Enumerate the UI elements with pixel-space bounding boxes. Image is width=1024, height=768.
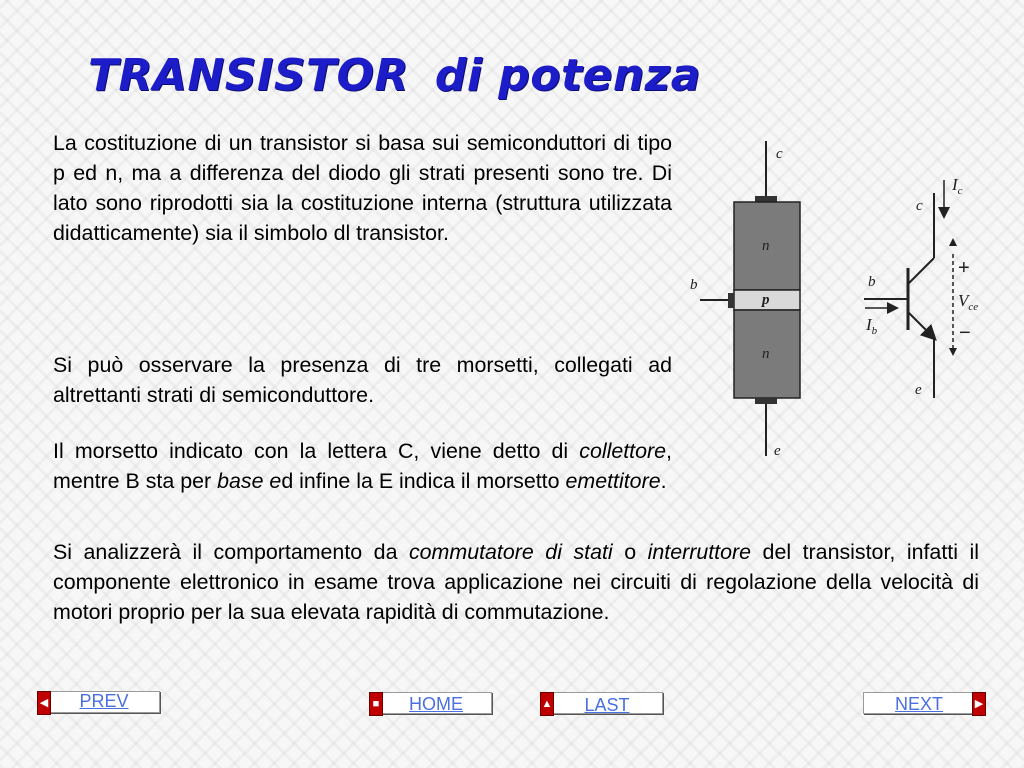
next-arrow-icon: ▶ xyxy=(972,692,986,716)
paragraph-structure: La costituzione di un transistor si basa sui semiconduttori di tipo p ed n, ma a differenza del diodo gli strati presenti sono tre. Di lato sono riprodotti sia la costituzione interna (struttura utilizzata didatticamente) sia il simbolo dl transistor. xyxy=(53,131,672,245)
term-interruttore: interruttore xyxy=(647,540,752,564)
slide-title xyxy=(88,46,701,106)
prev-button[interactable] xyxy=(39,691,160,713)
prev-label: PREV xyxy=(79,691,129,711)
transistor-structure xyxy=(690,141,800,459)
symbol-e-label: e xyxy=(915,382,922,398)
home-label: HOME xyxy=(409,694,463,714)
paragraph-switching: Si analizzerà il comportamento da commutatore di stati o interruttore del transistor, infatti il componente elettronico in esame trova applicazione nei circuiti di regolazione della velocità di motori proprio per la sua elevata rapidità di commutazione. xyxy=(53,540,979,624)
symbol-c-label: c xyxy=(916,198,923,214)
next-label: NEXT xyxy=(894,694,943,714)
term-base: base e xyxy=(217,469,282,493)
home-button[interactable] xyxy=(372,692,492,714)
transistor-diagram xyxy=(682,136,1002,466)
vce-plus: + xyxy=(958,257,970,279)
title-main: TRANSISTOR xyxy=(88,50,409,101)
paragraph-terminal-names: Il morsetto indicato con la lettera C, viene detto di collettore, mentre B sta per base ed infine la E indica il morsetto emettitore. xyxy=(53,439,672,493)
layer-p-label: p xyxy=(762,292,770,308)
prev-arrow-icon: ◀ xyxy=(37,691,51,715)
title-rest: di potenza xyxy=(434,50,701,101)
home-square-icon: ■ xyxy=(369,692,383,716)
term-collettore: collettore xyxy=(579,439,667,463)
term-commutatore: commutatore di stati xyxy=(408,540,613,564)
last-up-arrow-icon: ▲ xyxy=(540,692,554,716)
ib-label: $I_b$ xyxy=(866,315,878,337)
vce-minus: − xyxy=(959,322,971,344)
structure-e-label: e xyxy=(774,443,781,459)
structure-c-label: c xyxy=(776,146,783,162)
paragraph-terminals: Si può osservare la presenza di tre morsetti, collegati ad altrettanti strati di semiconduttore. xyxy=(53,353,672,407)
structure-b-label: b xyxy=(690,277,698,293)
vce-label: $V_{ce}$ xyxy=(958,291,979,313)
next-button[interactable] xyxy=(863,692,984,714)
transistor-symbol xyxy=(864,175,978,398)
term-emettitore: emettitore xyxy=(565,469,661,493)
layer-n-top-label: n xyxy=(762,238,770,254)
symbol-b-label: b xyxy=(868,274,876,290)
last-label: LAST xyxy=(584,695,630,715)
last-button[interactable] xyxy=(541,692,663,715)
ic-label: $I_c$ xyxy=(952,175,963,197)
layer-n-bottom-label: n xyxy=(762,346,770,362)
